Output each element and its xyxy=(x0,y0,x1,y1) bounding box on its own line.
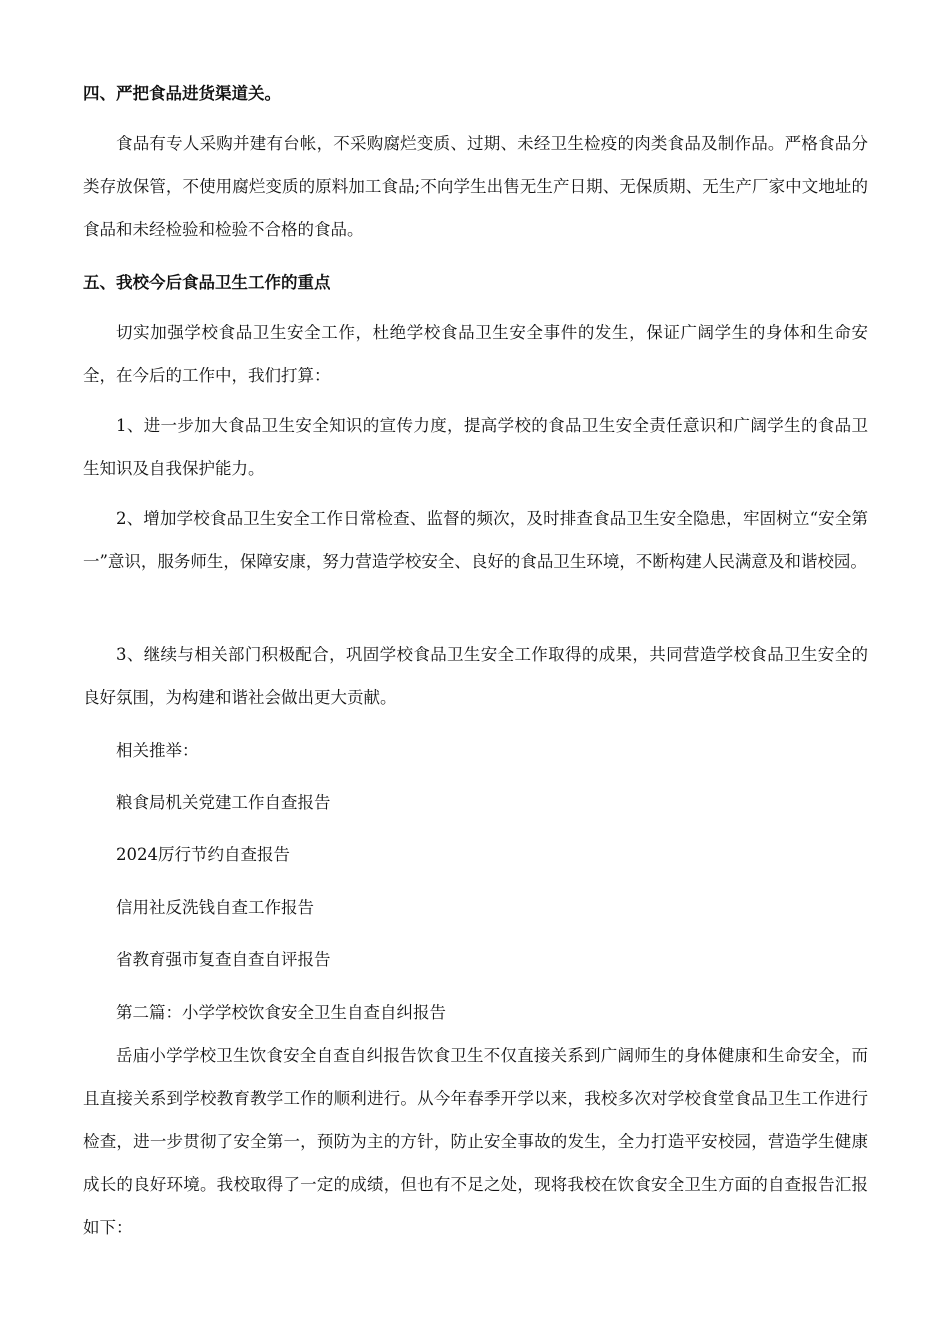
list-item: 3、继续与相关部门积极配合，巩固学校食品卫生安全工作取得的成果，共同营造学校食品卫生安全的良好氛围，为构建和谐社会做出更大贡献。 xyxy=(83,645,868,707)
related-link[interactable]: 省教育强市复查自查自评报告 xyxy=(116,950,331,969)
part-2-body: 岳庙小学学校卫生饮食安全自查自纠报告饮食卫生不仅直接关系到广阔师生的身体健康和生命安全，而且直接关系到学校教育教学工作的顺利进行。从今年春季开学以来，我校多次对学校食堂食品卫生工作进行检查，进一步贯彻了安全第一，预防为主的方针，防止安全事故的发生，全力打造平安校园，营造学生健康成长的良好环境。我校取得了一定的成绩，但也有不足之处，现将我校在饮食安全卫生方面的自查报告汇报如下： xyxy=(83,1046,868,1237)
related-link[interactable]: 2024厉行节约自查报告 xyxy=(116,845,290,864)
section-4-body: 食品有专人采购并建有台帐，不采购腐烂变质、过期、未经卫生检疫的肉类食品及制作品。严格食品分类存放保管，不使用腐烂变质的原料加工食品;不向学生出售无生产日期、无保质期、无生产厂家中文地址的食品和未经检验和检验不合格的食品。 xyxy=(83,134,868,239)
list-item: 2、增加学校食品卫生安全工作日常检查、监督的频次，及时排查食品卫生安全隐患，牢固树立“安全第一”意识，服务师生，保障安康，努力营造学校安全、良好的食品卫生环境，不断构建人民满意及和谐校园。 xyxy=(83,509,868,571)
related-link[interactable]: 粮食局机关党建工作自查报告 xyxy=(116,793,331,812)
part-2-title: 第二篇：小学学校饮食安全卫生自查自纠报告 xyxy=(116,1003,446,1022)
section-4-heading: 四、严把食品进货渠道关。 xyxy=(83,84,281,103)
section-5-heading: 五、我校今后食品卫生工作的重点 xyxy=(83,273,331,292)
section-5-intro: 切实加强学校食品卫生安全工作，杜绝学校食品卫生安全事件的发生，保证广阔学生的身体和生命安全，在今后的工作中，我们打算： xyxy=(83,323,868,385)
related-label: 相关推举： xyxy=(116,741,199,760)
related-link[interactable]: 信用社反洗钱自查工作报告 xyxy=(116,898,314,917)
list-item: 1、进一步加大食品卫生安全知识的宣传力度，提高学校的食品卫生安全责任意识和广阔学生的食品卫生知识及自我保护能力。 xyxy=(83,416,868,478)
